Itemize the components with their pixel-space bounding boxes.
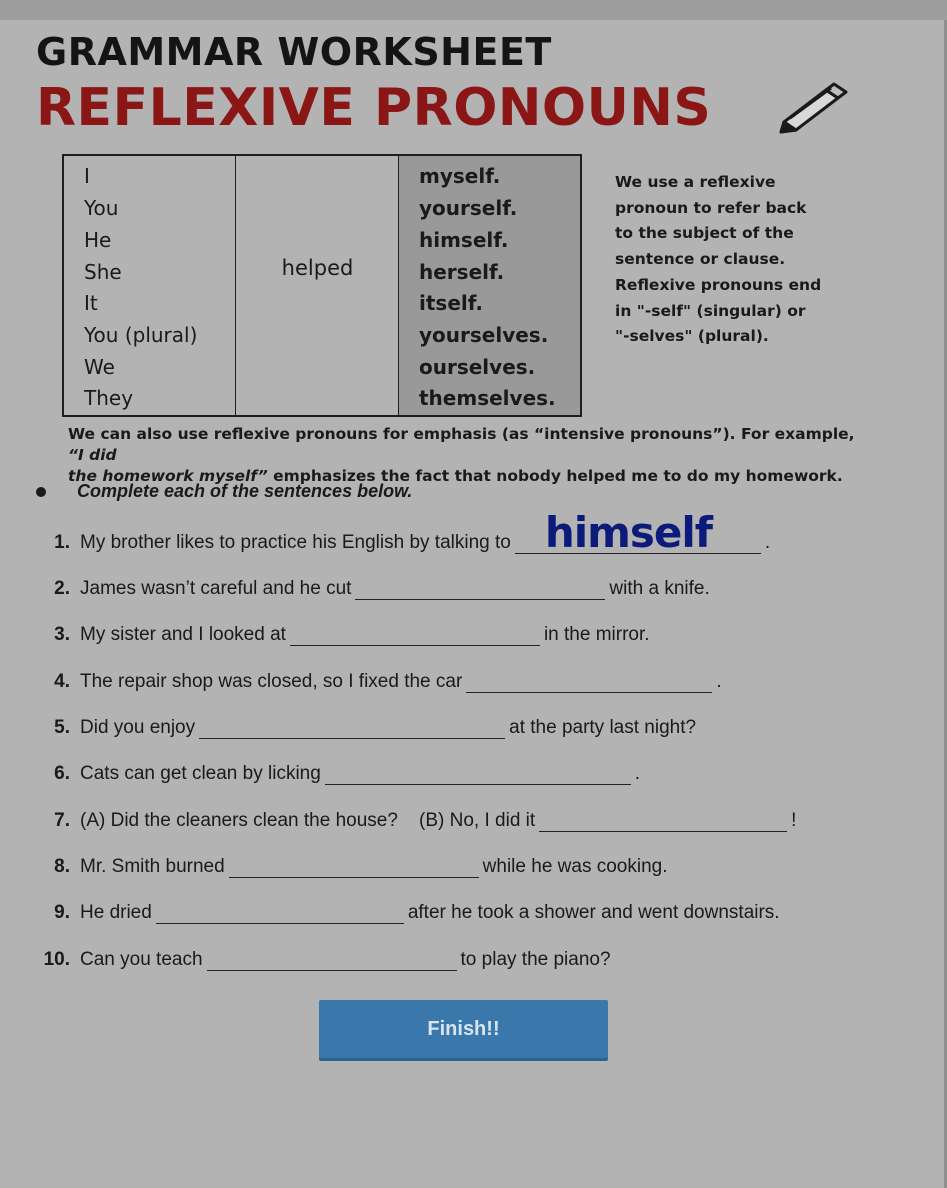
subject-cell: You (plural) — [84, 323, 198, 347]
question-number: 1. — [54, 532, 70, 553]
answer-blank[interactable] — [466, 674, 712, 693]
reflexive-cell: herself. — [419, 260, 505, 284]
answer-blank[interactable] — [229, 859, 479, 878]
explanation-line: to the subject of the — [615, 224, 794, 243]
reflexive-cell: yourselves. — [419, 323, 549, 347]
reflexive-column — [399, 156, 580, 415]
question-text: My brother likes to practice his English by talking to — [80, 532, 511, 553]
question-number: 9. — [54, 902, 70, 923]
reflexive-cell: himself. — [419, 228, 509, 252]
emphasis-note — [68, 424, 868, 487]
answer-blank[interactable] — [325, 766, 631, 785]
explanation-line: "-selves" (plural). — [615, 327, 769, 346]
question-text-after: . — [764, 532, 771, 553]
question-number: 7. — [54, 810, 70, 831]
explanation-line: sentence or clause. — [615, 250, 786, 269]
question-text-after: ! — [791, 810, 797, 831]
question-text-after: . — [634, 763, 641, 784]
subject-cell: We — [84, 355, 115, 379]
subject-cell: I — [84, 164, 90, 188]
emphasis-text: We can also use reflexive pronouns for emphasis (as “intensive pronouns”). For example, — [68, 425, 855, 443]
question-number: 10. — [43, 949, 70, 970]
question-text: Did you enjoy — [80, 717, 196, 738]
subject-cell: They — [84, 386, 134, 410]
explanation-line: pronoun to refer back — [615, 198, 807, 217]
question-number: 5. — [54, 717, 70, 738]
question-text-after: . — [716, 671, 722, 692]
reflexive-cell: itself. — [419, 291, 483, 315]
handwritten-answer: himself — [544, 508, 713, 557]
question-number: 4. — [54, 671, 70, 692]
subject-column — [64, 156, 236, 415]
question-text: He dried — [80, 902, 152, 923]
question-text: (A) Did the cleaners clean the house? (B) No, I did it — [80, 810, 536, 831]
pronoun-table — [62, 154, 582, 417]
question-number: 8. — [54, 856, 70, 877]
reflexive-cell: myself. — [419, 164, 501, 188]
subject-cell: It — [84, 291, 98, 315]
question-text-after: to play the piano? — [460, 949, 611, 970]
finish-button[interactable]: Finish!! — [319, 1000, 608, 1061]
reflexive-cell: yourself. — [419, 196, 518, 220]
explanation-line: We use a reflexive — [615, 173, 776, 191]
emphasis-text: emphasizes the fact that nobody helped me to do my homework. — [267, 467, 843, 485]
question-text-after: while he was cooking. — [482, 856, 668, 877]
answer-blank[interactable] — [199, 720, 505, 739]
answer-blank[interactable] — [290, 627, 540, 646]
question-text: My sister and I looked at — [80, 624, 286, 645]
question-text: Can you teach — [80, 949, 203, 970]
worksheet-subtitle: REFLEXIVE PRONOUNS — [36, 78, 712, 138]
reflexive-cell: ourselves. — [419, 355, 536, 379]
question-text: James wasn’t careful and he cut — [80, 578, 352, 599]
answer-blank[interactable] — [156, 905, 404, 924]
question-text: The repair shop was closed, so I fixed the car — [80, 671, 463, 692]
question-text: Mr. Smith burned — [80, 856, 225, 877]
emphasis-example: “I did — [68, 446, 117, 464]
question-text-after: with a knife. — [609, 578, 710, 599]
question-number: 2. — [54, 578, 70, 599]
question-text-after: at the party last night? — [509, 717, 697, 738]
question-text: Cats can get clean by licking — [80, 763, 321, 784]
answer-blank[interactable] — [515, 508, 761, 557]
question-text-after: in the mirror. — [543, 624, 650, 645]
answer-blank[interactable] — [355, 581, 605, 600]
verb-column — [236, 156, 399, 415]
explanation-text — [615, 170, 845, 350]
reflexive-cell: themselves. — [419, 386, 556, 410]
pencil-icon — [776, 76, 852, 134]
question-number: 6. — [54, 763, 70, 784]
emphasis-example: the homework myself” — [68, 467, 268, 485]
instructions: Complete each of the sentences below. — [77, 481, 413, 501]
explanation-line: in "-self" (singular) or — [615, 301, 806, 320]
answer-blank[interactable] — [539, 813, 787, 832]
worksheet-title: GRAMMAR WORKSHEET — [36, 30, 552, 74]
verb-cell: helped — [281, 256, 354, 280]
question-text-after: after he took a shower and went downstairs. — [407, 902, 780, 923]
subject-cell: You — [84, 196, 119, 220]
explanation-line: Reflexive pronouns end — [615, 275, 822, 294]
top-bar — [0, 0, 947, 20]
subject-cell: He — [84, 228, 112, 252]
answer-blank[interactable] — [207, 952, 457, 971]
bullet-icon — [36, 487, 46, 497]
question-number: 3. — [54, 624, 70, 645]
subject-cell: She — [84, 260, 122, 284]
